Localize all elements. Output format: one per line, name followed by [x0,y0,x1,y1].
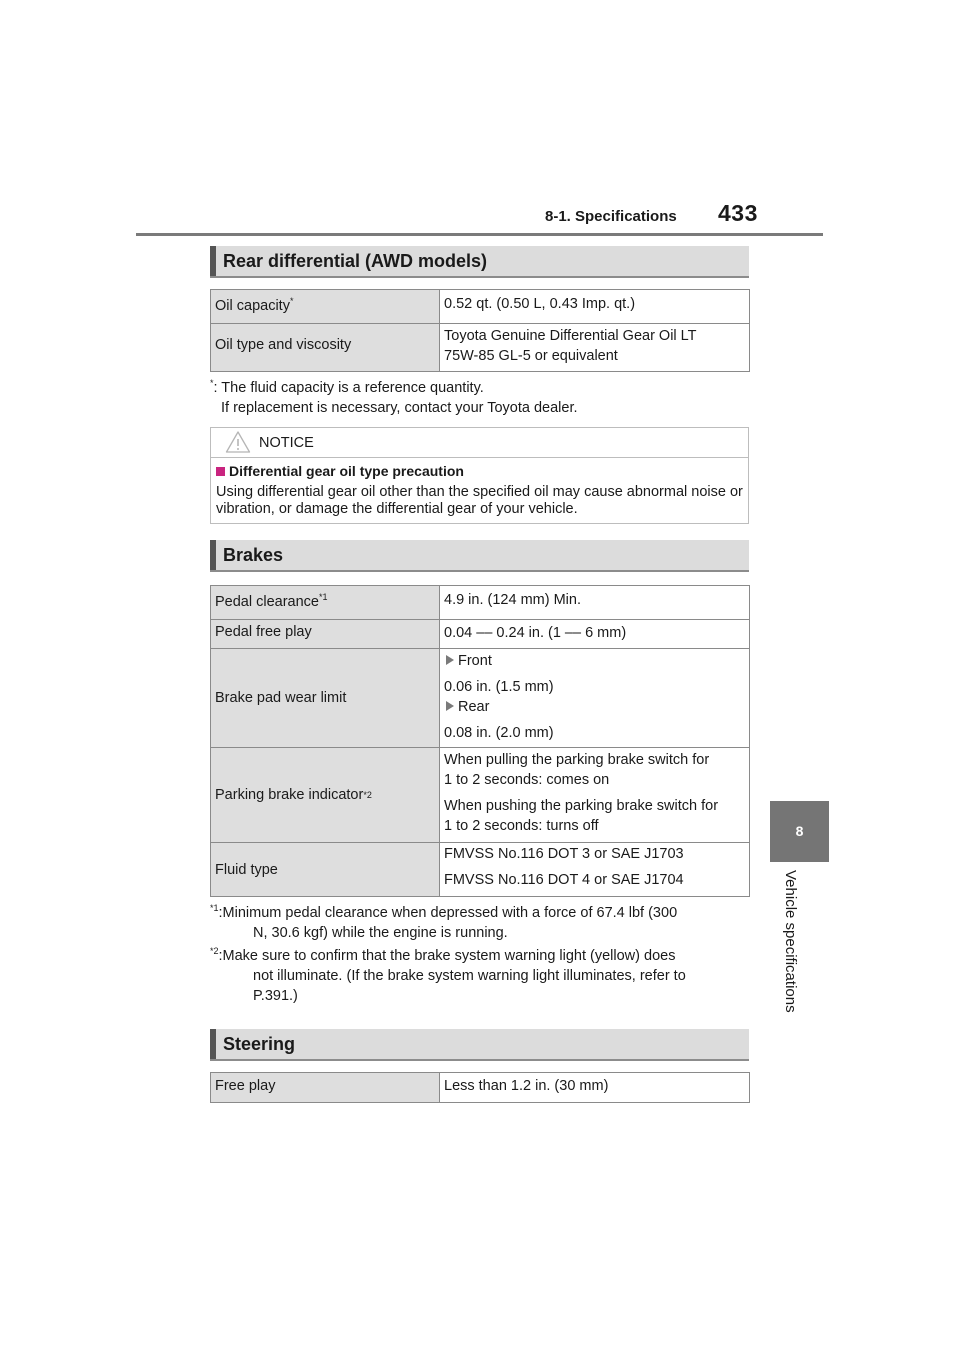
footnote-mark: *1 [210,903,219,913]
spec-label-cell [211,586,440,620]
page-number: 433 [718,200,758,226]
notice-header [211,428,748,458]
spec-value-cell [440,324,750,372]
brake-pad-front-value: 0.06 in. (1.5 mm) [444,679,554,695]
label-oil-type: Oil type and viscosity [215,337,352,353]
parking-line: When pulling the parking brake switch for [444,752,710,768]
table-row [211,748,750,843]
label-pedal-clearance: Pedal clearance [215,594,319,610]
footnote-line: : The fluid capacity is a reference quantity. [213,380,484,396]
footnote-line: not illuminate. (If the brake system warning light illuminates, refer to [253,968,686,984]
heading-text: Steering [223,1034,296,1054]
footnote-oil-capacity [210,378,750,418]
footnote-ref: *1 [319,592,328,602]
value-oil-type-line: 75W-85 GL-5 or equivalent [444,348,618,364]
spec-label-cell [211,843,440,897]
table-row [211,586,750,620]
notice-subtitle [216,463,464,479]
footnote-line: N, 30.6 kgf) while the engine is running. [253,925,508,941]
arrow-bullet-icon [446,701,454,711]
spec-value-cell [440,843,750,897]
chapter-label: Vehicle specifications [782,870,799,1013]
footnote-ref: * [289,296,294,306]
chapter-tab[interactable] [770,801,829,862]
rear-differential-table [210,289,750,372]
spec-label-cell [211,324,440,372]
value-free-play: Less than 1.2 in. (30 mm) [444,1078,609,1094]
table-row [211,1073,750,1103]
notice-box [210,427,749,524]
heading-text: Rear differential (AWD models) [223,251,488,271]
footnote-parking-brake [210,946,750,1006]
table-row [211,290,750,324]
value-pedal-clearance: 4.9 in. (124 mm) Min. [444,592,581,608]
value-fluid-type: FMVSS No.116 DOT 4 or SAE J1704 [444,872,684,888]
spec-label-cell: Parking brake indicator *2 [211,748,440,843]
brakes-table [210,585,750,897]
spec-value-cell [440,1073,750,1103]
label-brake-pad: Brake pad wear limit [215,690,347,706]
chapter-number: 8 [795,823,804,839]
spec-label-cell [211,649,440,748]
label-fluid-type: Fluid type [215,861,278,878]
parking-line: 1 to 2 seconds: turns off [444,818,599,834]
footnote-line: :Minimum pedal clearance when depressed with a force of 67.4 lbf (300 [218,905,678,921]
value-oil-capacity: 0.52 qt. (0.50 L, 0.43 Imp. qt.) [444,296,636,312]
warning-icon [225,430,251,459]
parking-line: 1 to 2 seconds: comes on [444,772,610,788]
label-pedal-free-play: Pedal free play [215,624,312,640]
value-pedal-free-play: 0.04 –– 0.24 in. (1 –– 6 mm) [444,625,627,641]
parking-line: When pushing the parking brake switch for [444,798,719,814]
brake-pad-rear-label: Rear [458,699,490,715]
footnote-line: :Make sure to confirm that the brake system warning light (yellow) does [218,948,676,964]
value-fluid-type: FMVSS No.116 DOT 3 or SAE J1703 [444,846,684,862]
footnote-pedal-clearance [210,903,750,943]
footnote-line: P.391.) [253,988,298,1004]
spec-value-cell [440,649,750,748]
steering-table [210,1072,750,1103]
spec-label-cell [211,290,440,324]
footnote-mark: *2 [210,946,219,956]
arrow-bullet-icon [446,655,454,665]
spec-value-cell [440,290,750,324]
notice-subtitle-text: Differential gear oil type precaution [229,463,464,479]
heading-rear-differential [210,246,749,278]
spec-label-cell [211,620,440,649]
heading-text: Brakes [223,545,284,565]
spec-value-cell [440,620,750,649]
label-oil-capacity: Oil capacity [215,298,290,314]
spec-value-cell [440,586,750,620]
heading-brakes [210,540,749,572]
notice-title: NOTICE [259,435,314,451]
header-rule [136,233,823,236]
table-row [211,843,750,897]
notice-body: Using differential gear oil other than the specified oil may cause abnormal noise or vibration, or damage the differential gear of your vehicle. [216,484,743,517]
spec-label-cell [211,1073,440,1103]
label-free-play: Free play [215,1078,276,1094]
footnote-line: If replacement is necessary, contact your Toyota dealer. [221,400,578,416]
brake-pad-front-label: Front [458,653,492,669]
label-parking-brake: Parking brake indicator [215,787,364,803]
value-oil-type-line: Toyota Genuine Differential Gear Oil LT [444,328,697,344]
table-row [211,620,750,649]
spec-value-cell [440,748,750,843]
heading-steering [210,1029,749,1061]
square-bullet-icon [216,467,225,476]
table-row [211,324,750,372]
footnote-mark: * [210,378,214,388]
brake-pad-rear-value: 0.08 in. (2.0 mm) [444,725,554,741]
table-row [211,649,750,748]
section-title: 8-1. Specifications [545,208,677,225]
